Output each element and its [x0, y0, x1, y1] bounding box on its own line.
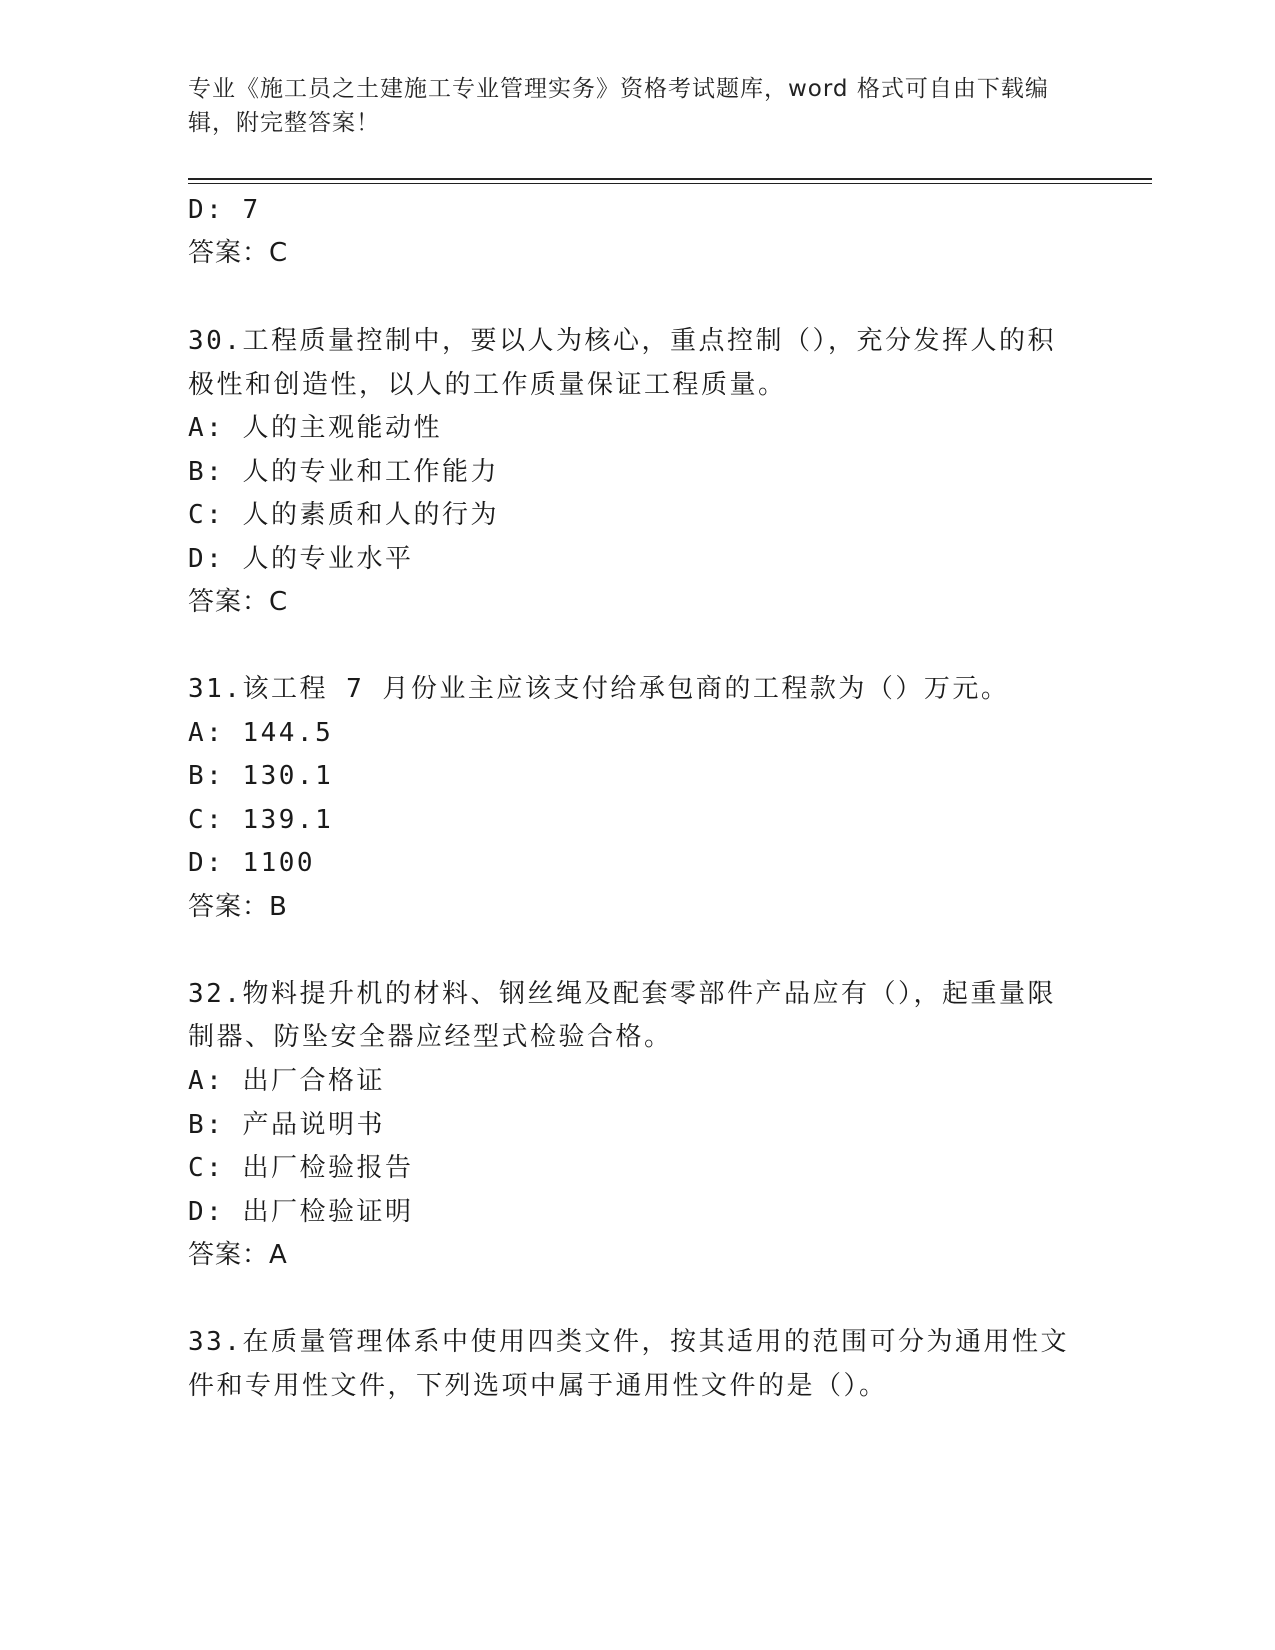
q30-option-d: D: 人的专业水平	[188, 544, 414, 574]
q30-option-b: B: 人的专业和工作能力	[188, 457, 499, 487]
q30-option-c: C: 人的素质和人的行为	[188, 500, 499, 530]
q31-answer: 答案：B	[188, 892, 288, 922]
q33-stem-line-2: 件和专用性文件，下列选项中属于通用性文件的是（）。	[188, 1371, 888, 1401]
q32-option-d: D: 出厂检验证明	[188, 1197, 414, 1227]
header-line-1: 专业《施工员之土建施工专业管理实务》资格考试题库，word 格式可自由下载编	[188, 76, 1049, 102]
q32-option-b: B: 产品说明书	[188, 1110, 385, 1140]
header-rule-thick	[188, 178, 1152, 180]
document-header	[188, 72, 1088, 140]
q32-option-c: C: 出厂检验报告	[188, 1153, 414, 1183]
q30-answer: 答案：C	[188, 587, 289, 617]
q31-option-c: C: 139.1	[188, 805, 334, 835]
q32-option-a: A: 出厂合格证	[188, 1066, 385, 1096]
q30-option-a: A: 人的主观能动性	[188, 413, 442, 443]
q31-option-d: D: 1100	[188, 848, 316, 878]
q33-stem-line-1: 33.在质量管理体系中使用四类文件，按其适用的范围可分为通用性文	[188, 1327, 1069, 1357]
q30-stem-line-2: 极性和创造性，以人的工作质量保证工程质量。	[188, 370, 787, 400]
q30-stem-line-1: 30.工程质量控制中，要以人为核心，重点控制（），充分发挥人的积	[188, 326, 1056, 356]
q31-option-b: B: 130.1	[188, 761, 334, 791]
q29-answer: 答案：C	[188, 238, 289, 268]
q31-stem-line-1: 31.该工程 7 月份业主应该支付给承包商的工程款为（）万元。	[188, 674, 1010, 704]
q32-stem-line-1: 32.物料提升机的材料、钢丝绳及配套零部件产品应有（），起重量限	[188, 979, 1056, 1009]
q32-answer: 答案：A	[188, 1240, 288, 1270]
q29-option-d: D: 7	[188, 195, 261, 225]
q32-stem-line-2: 制器、防坠安全器应经型式检验合格。	[188, 1022, 673, 1052]
header-rule-thin	[188, 183, 1152, 184]
q31-option-a: A: 144.5	[188, 718, 334, 748]
header-line-2: 辑，附完整答案！	[188, 110, 380, 136]
